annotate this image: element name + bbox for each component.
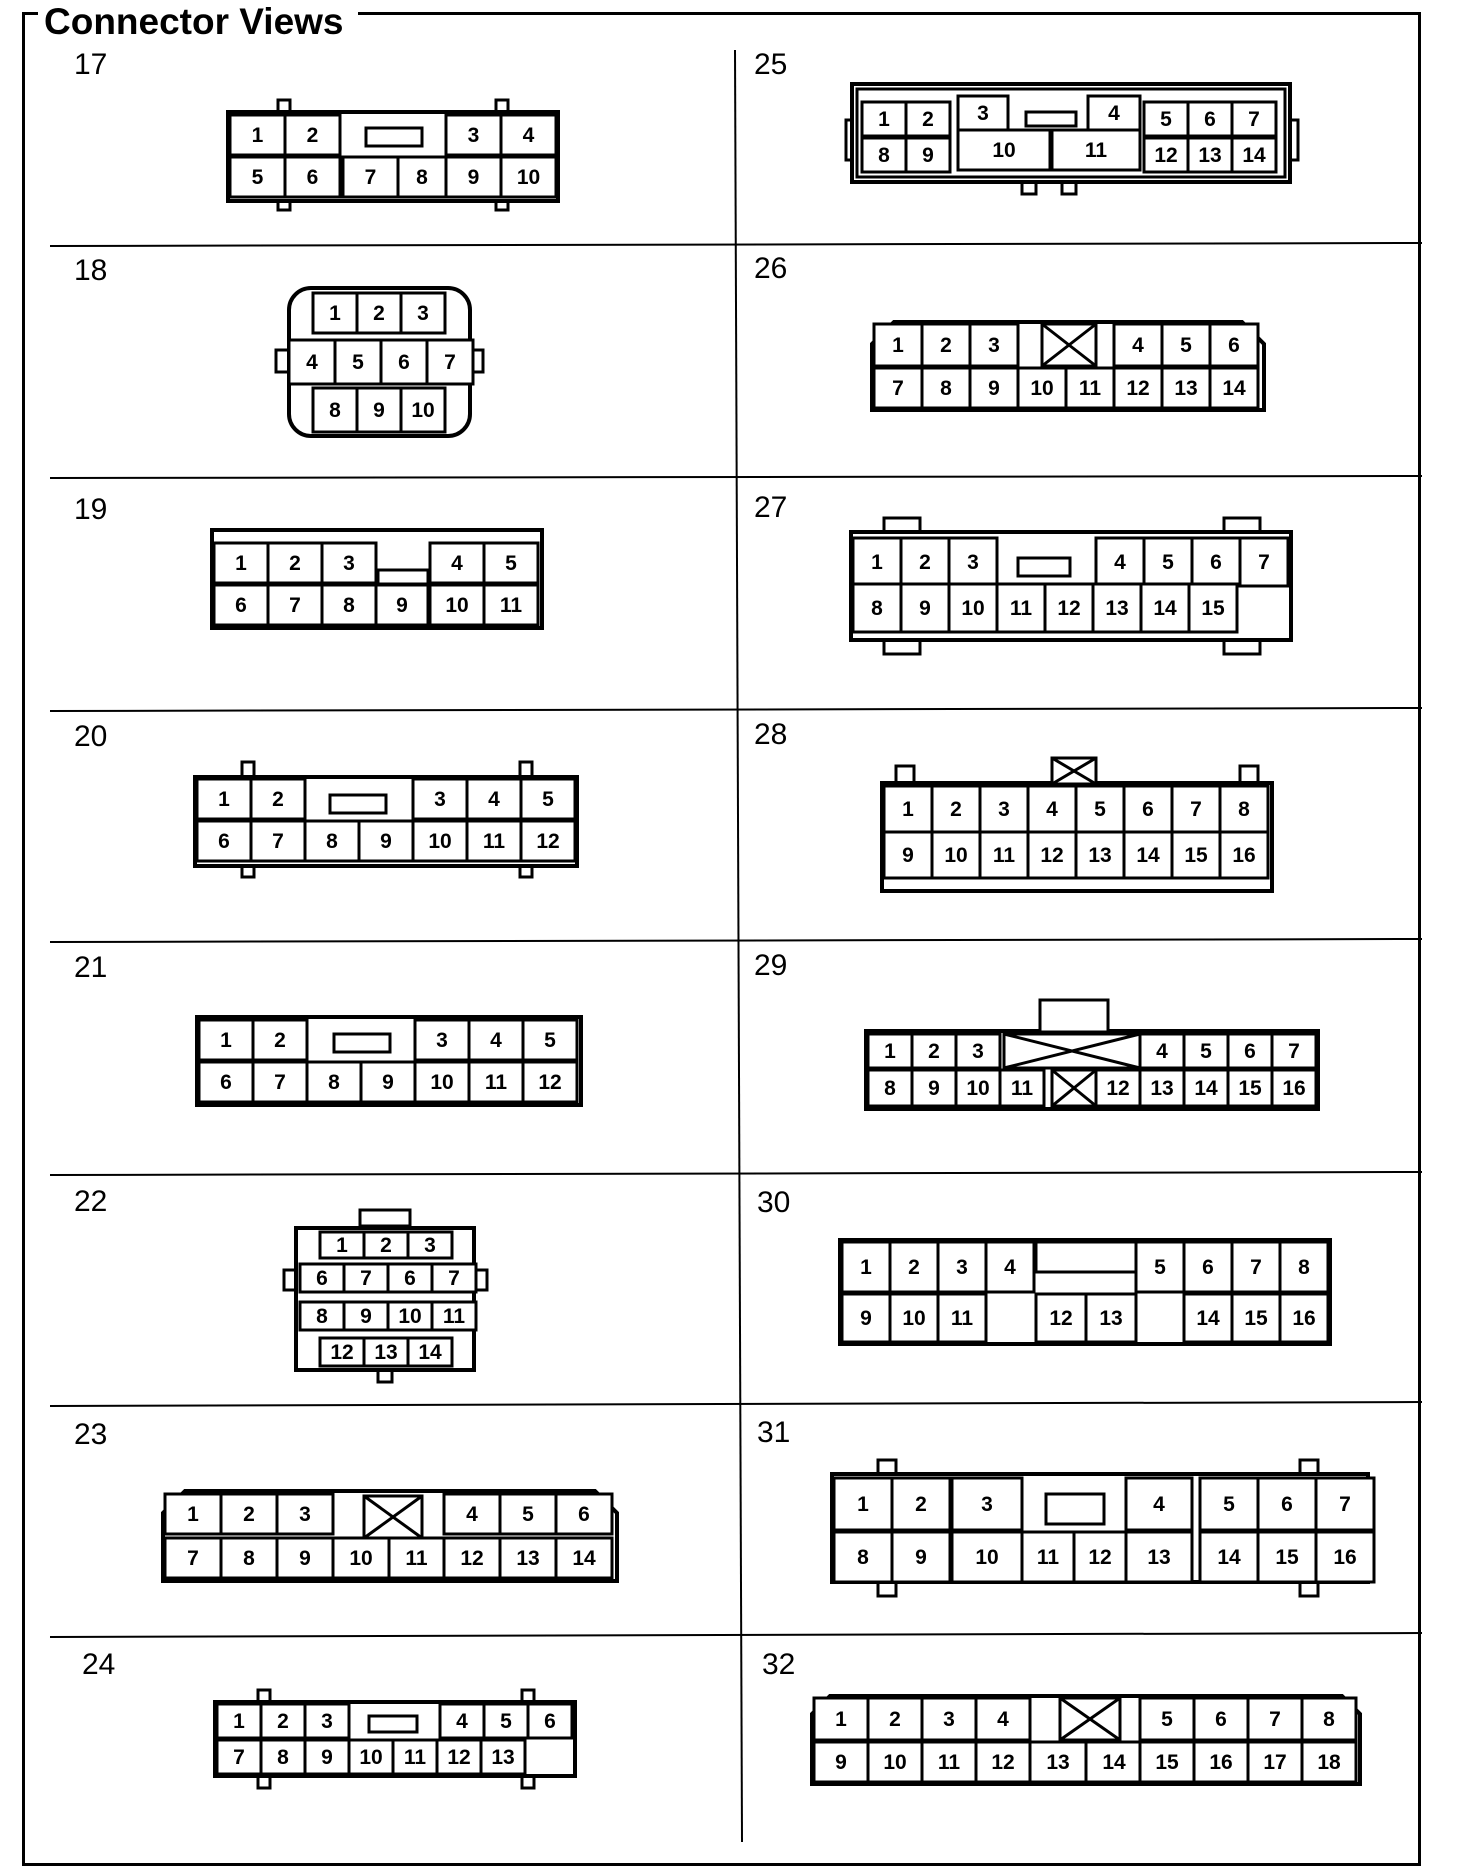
connector-number-26: 26 xyxy=(754,252,788,285)
pin-label: 1 xyxy=(878,108,890,131)
pin-label: 9 xyxy=(321,1746,333,1769)
pin-label: 7 xyxy=(444,351,456,374)
pin-label: 5 xyxy=(500,1710,512,1733)
lock-key xyxy=(330,795,386,813)
pin-label: 7 xyxy=(1250,1256,1262,1279)
pin-label: 12 xyxy=(447,1746,471,1769)
pin-label: 4 xyxy=(306,351,318,374)
pin-label: 10 xyxy=(992,139,1016,162)
pin-label: 1 xyxy=(902,798,914,821)
connector-number-23: 23 xyxy=(74,1418,108,1451)
pin-label: 2 xyxy=(272,788,284,811)
lock-key xyxy=(1026,112,1076,126)
lock-key xyxy=(1018,558,1070,576)
pin-label: 4 xyxy=(488,788,500,811)
pin-label: 4 xyxy=(997,1708,1009,1731)
pin-label: 5 xyxy=(251,166,264,189)
pin-label: 10 xyxy=(428,830,452,853)
pin-label: 13 xyxy=(1099,1307,1123,1330)
pin-label: 3 xyxy=(977,102,989,125)
pin-label: 13 xyxy=(516,1547,540,1570)
connector-number-25: 25 xyxy=(754,48,788,81)
pin-label: 13 xyxy=(1198,144,1222,167)
pin-label: 8 xyxy=(857,1546,869,1569)
page-title: Connector Views xyxy=(38,0,358,44)
pin-label: 1 xyxy=(835,1708,847,1731)
pin-label: 6 xyxy=(1228,334,1240,357)
pin-label: 1 xyxy=(892,334,904,357)
pin-label: 6 xyxy=(1142,798,1154,821)
pin-label: 5 xyxy=(1161,1708,1173,1731)
pin-label: 4 xyxy=(466,1503,478,1526)
connector-22 xyxy=(284,1210,487,1382)
pin-label: 10 xyxy=(961,597,985,620)
pin-label: 7 xyxy=(274,1071,286,1094)
pin-label: 10 xyxy=(359,1746,383,1769)
latch-tab xyxy=(878,1582,896,1596)
connector-21 xyxy=(197,1017,581,1105)
pin-label: 4 xyxy=(1114,551,1126,574)
pin-label: 9 xyxy=(915,1546,927,1569)
pin-label: 13 xyxy=(1088,844,1112,867)
connector-23 xyxy=(163,1491,617,1581)
pin-label: 6 xyxy=(1210,551,1222,574)
pin-label: 15 xyxy=(1184,844,1208,867)
pin-label: 2 xyxy=(940,334,952,357)
pin-label: 6 xyxy=(316,1267,328,1290)
pin-label: 12 xyxy=(1057,597,1081,620)
latch-tab xyxy=(1300,1582,1318,1596)
pin-label: 15 xyxy=(1201,597,1225,620)
pin-label: 8 xyxy=(871,597,883,620)
pin-label: 14 xyxy=(418,1341,442,1364)
pin-label: 2 xyxy=(373,302,385,325)
pin-label: 3 xyxy=(299,1503,311,1526)
pin-label: 8 xyxy=(277,1746,289,1769)
pin-label: 3 xyxy=(436,1029,448,1052)
pin-label: 16 xyxy=(1282,1077,1306,1100)
pin-label: 9 xyxy=(922,144,934,167)
pin-label: 7 xyxy=(1248,108,1260,131)
connector-number-20: 20 xyxy=(74,720,108,753)
pin-label: 10 xyxy=(430,1071,454,1094)
pin-label: 7 xyxy=(1269,1708,1281,1731)
pin-label: 7 xyxy=(187,1547,199,1570)
pin-label: 16 xyxy=(1292,1307,1316,1330)
pin-label: 12 xyxy=(330,1341,354,1364)
pin-label: 2 xyxy=(919,551,931,574)
pin-label: 9 xyxy=(919,597,931,620)
pin-label: 13 xyxy=(1147,1546,1171,1569)
pin-label: 3 xyxy=(321,1710,333,1733)
pin-label: 17 xyxy=(1263,1751,1287,1774)
pin-label: 9 xyxy=(835,1751,847,1774)
connector-25 xyxy=(846,84,1298,194)
pin-label: 15 xyxy=(1244,1307,1268,1330)
pin-label: 7 xyxy=(892,377,904,400)
connector-number-31: 31 xyxy=(757,1416,791,1449)
connector-26 xyxy=(872,322,1264,410)
pin-label: 11 xyxy=(1010,1077,1034,1100)
pin-label: 6 xyxy=(544,1710,556,1733)
pin-label: 11 xyxy=(499,594,523,617)
pin-label: 1 xyxy=(218,788,230,811)
pin-label: 4 xyxy=(1156,1040,1168,1063)
pin-label: 10 xyxy=(883,1751,907,1774)
pin-label: 6 xyxy=(220,1071,232,1094)
connector-number-29: 29 xyxy=(754,949,788,982)
pin-label: 11 xyxy=(442,1305,466,1328)
pin-label: 10 xyxy=(966,1077,990,1100)
pin-label: 9 xyxy=(396,594,408,617)
pin-label: 10 xyxy=(398,1305,422,1328)
pin-label: 11 xyxy=(1036,1546,1060,1569)
pin-label: 2 xyxy=(908,1256,920,1279)
pin-label: 9 xyxy=(860,1307,872,1330)
pin-label: 15 xyxy=(1155,1751,1179,1774)
pin-label: 8 xyxy=(243,1547,255,1570)
pin-label: 10 xyxy=(1030,377,1054,400)
pin-label: 5 xyxy=(522,1503,534,1526)
pin-label: 14 xyxy=(1102,1751,1126,1774)
pin-label: 13 xyxy=(491,1746,515,1769)
connector-19 xyxy=(212,530,542,628)
pin-label: 2 xyxy=(274,1029,286,1052)
pin-label: 14 xyxy=(1242,144,1266,167)
pin-label: 2 xyxy=(922,108,934,131)
pin-label: 3 xyxy=(967,551,979,574)
connector-number-18: 18 xyxy=(74,254,108,287)
pin-label: 11 xyxy=(405,1547,428,1570)
pin-label: 2 xyxy=(289,552,301,575)
pin-label: 1 xyxy=(220,1029,232,1052)
connector-17 xyxy=(228,100,558,210)
pin-label: 4 xyxy=(1108,102,1120,125)
pin-label: 3 xyxy=(434,788,446,811)
pin-label: 9 xyxy=(988,377,1000,400)
pin-label: 9 xyxy=(467,166,480,189)
pin-label: 12 xyxy=(991,1751,1015,1774)
pin-label: 4 xyxy=(451,552,463,575)
pin-label: 1 xyxy=(857,1493,869,1516)
pin-label: 7 xyxy=(1190,798,1202,821)
pin-label: 5 xyxy=(1094,798,1106,821)
connector-20 xyxy=(195,762,577,877)
pin-label: 18 xyxy=(1317,1751,1341,1774)
pin-label: 12 xyxy=(1049,1307,1073,1330)
pin-label: 12 xyxy=(1154,144,1178,167)
pin-label: 16 xyxy=(1333,1546,1357,1569)
connector-number-17: 17 xyxy=(74,48,108,81)
pin-label: 6 xyxy=(1204,108,1216,131)
pin-label: 2 xyxy=(950,798,962,821)
pin-label: 6 xyxy=(1244,1040,1256,1063)
pin-label: 2 xyxy=(928,1040,940,1063)
pin-label: 3 xyxy=(998,798,1010,821)
pin-label: 3 xyxy=(943,1708,955,1731)
pin-label: 8 xyxy=(343,594,355,617)
pin-label: 3 xyxy=(988,334,1000,357)
pin-label: 5 xyxy=(1160,108,1172,131)
pin-label: 13 xyxy=(374,1341,398,1364)
pin-label: 2 xyxy=(889,1708,901,1731)
pin-label: 8 xyxy=(1238,798,1250,821)
pin-label: 13 xyxy=(1150,1077,1174,1100)
pin-label: 5 xyxy=(505,552,517,575)
pin-label: 7 xyxy=(1288,1040,1300,1063)
pin-label: 13 xyxy=(1046,1751,1070,1774)
pin-label: 10 xyxy=(516,166,541,189)
pin-label: 7 xyxy=(1339,1493,1351,1516)
pin-label: 9 xyxy=(382,1071,394,1094)
pin-label: 1 xyxy=(187,1503,199,1526)
pin-label: 3 xyxy=(417,302,429,325)
pin-label: 7 xyxy=(364,166,377,189)
connector-number-22: 22 xyxy=(74,1185,108,1218)
pin-label: 6 xyxy=(578,1503,590,1526)
pin-label: 1 xyxy=(871,551,883,574)
pin-label: 4 xyxy=(522,124,535,147)
pin-label: 16 xyxy=(1232,844,1256,867)
pin-label: 14 xyxy=(1194,1077,1218,1100)
pin-label: 6 xyxy=(1281,1493,1293,1516)
pin-label: 10 xyxy=(902,1307,926,1330)
pin-label: 6 xyxy=(1215,1708,1227,1731)
lock-key xyxy=(378,570,428,584)
connector-number-27: 27 xyxy=(754,491,788,524)
pin-label: 9 xyxy=(373,399,385,422)
pin-label: 8 xyxy=(1323,1708,1335,1731)
pin-label: 11 xyxy=(1078,377,1102,400)
lock-key xyxy=(1040,1000,1108,1032)
pin-label: 10 xyxy=(944,844,968,867)
pin-label: 10 xyxy=(445,594,469,617)
lock-key xyxy=(360,1210,410,1226)
pin-label: 4 xyxy=(490,1029,502,1052)
pin-label: 11 xyxy=(937,1751,961,1774)
connector-number-32: 32 xyxy=(762,1648,796,1681)
pin-label: 8 xyxy=(316,1305,328,1328)
latch-tab xyxy=(884,640,920,654)
pin-label: 6 xyxy=(398,351,410,374)
pin-label: 8 xyxy=(326,830,338,853)
lock-key xyxy=(334,1034,390,1052)
pin-label: 3 xyxy=(972,1040,984,1063)
connector-28 xyxy=(882,758,1272,891)
pin-label: 10 xyxy=(349,1547,373,1570)
connector-31 xyxy=(832,1460,1374,1596)
pin-label: 5 xyxy=(1162,551,1174,574)
pin-label: 10 xyxy=(975,1546,999,1569)
pin-label: 1 xyxy=(336,1234,348,1257)
pin-label: 5 xyxy=(1180,334,1192,357)
pin-label: 3 xyxy=(424,1234,436,1257)
connector-27 xyxy=(851,518,1291,654)
pin-label: 11 xyxy=(992,844,1016,867)
pin-label: 11 xyxy=(484,1071,508,1094)
pin-label: 1 xyxy=(860,1256,872,1279)
pin-label: 1 xyxy=(233,1710,245,1733)
pin-label: 14 xyxy=(1222,377,1246,400)
pin-label: 8 xyxy=(329,399,341,422)
lock-key xyxy=(366,128,422,146)
pin-label: 14 xyxy=(1136,844,1160,867)
pin-label: 15 xyxy=(1238,1077,1262,1100)
pin-label: 6 xyxy=(1202,1256,1214,1279)
pin-label: 9 xyxy=(299,1547,311,1570)
connector-24 xyxy=(215,1690,575,1788)
pin-label: 7 xyxy=(289,594,301,617)
pin-label: 7 xyxy=(233,1746,245,1769)
pin-label: 5 xyxy=(352,351,364,374)
connector-number-28: 28 xyxy=(754,718,788,751)
pin-label: 13 xyxy=(1174,377,1198,400)
latch-tab xyxy=(1224,640,1260,654)
pin-label: 2 xyxy=(915,1493,927,1516)
pin-label: 8 xyxy=(878,144,890,167)
pin-label: 11 xyxy=(1009,597,1033,620)
pin-label: 7 xyxy=(448,1267,460,1290)
connector-number-19: 19 xyxy=(74,493,108,526)
pin-label: 5 xyxy=(1154,1256,1166,1279)
pin-label: 1 xyxy=(884,1040,896,1063)
pin-label: 11 xyxy=(950,1307,974,1330)
connector-number-30: 30 xyxy=(757,1186,791,1219)
lock-key xyxy=(369,1716,417,1732)
pin-label: 14 xyxy=(1153,597,1177,620)
pin-label: 4 xyxy=(1132,334,1144,357)
pin-label: 7 xyxy=(272,830,284,853)
pin-label: 2 xyxy=(243,1503,255,1526)
connector-29 xyxy=(866,1000,1318,1109)
pin-label: 4 xyxy=(1046,798,1058,821)
pin-label: 4 xyxy=(1153,1493,1165,1516)
pin-label: 9 xyxy=(380,830,392,853)
pin-label: 8 xyxy=(884,1077,896,1100)
pin-label: 6 xyxy=(404,1267,416,1290)
pin-label: 2 xyxy=(380,1234,392,1257)
pin-label: 4 xyxy=(456,1710,468,1733)
pin-label: 9 xyxy=(928,1077,940,1100)
pin-label: 11 xyxy=(403,1746,427,1769)
pin-label: 6 xyxy=(235,594,247,617)
pin-label: 12 xyxy=(536,830,560,853)
pin-label: 5 xyxy=(1200,1040,1212,1063)
pin-label: 6 xyxy=(306,166,319,189)
pin-label: 11 xyxy=(1084,139,1108,162)
pin-label: 2 xyxy=(277,1710,289,1733)
connector-number-24: 24 xyxy=(82,1648,116,1681)
pin-label: 3 xyxy=(956,1256,968,1279)
pin-label: 5 xyxy=(542,788,554,811)
pin-label: 12 xyxy=(538,1071,562,1094)
lock-key xyxy=(1046,1494,1104,1524)
pin-label: 12 xyxy=(1126,377,1150,400)
pin-label: 9 xyxy=(902,844,914,867)
pin-label: 9 xyxy=(360,1305,372,1328)
connector-30 xyxy=(840,1240,1330,1344)
pin-label: 1 xyxy=(251,124,264,147)
pin-label: 15 xyxy=(1275,1546,1299,1569)
pin-label: 5 xyxy=(544,1029,556,1052)
pin-label: 3 xyxy=(343,552,355,575)
pin-label: 1 xyxy=(235,552,247,575)
pin-label: 8 xyxy=(1298,1256,1310,1279)
pin-label: 12 xyxy=(1106,1077,1130,1100)
pin-label: 7 xyxy=(360,1267,372,1290)
connector-number-21: 21 xyxy=(74,951,108,984)
connector-18 xyxy=(276,288,483,436)
pin-label: 8 xyxy=(416,166,428,189)
connector-32 xyxy=(812,1696,1360,1784)
pin-label: 11 xyxy=(482,830,506,853)
pin-label: 14 xyxy=(1196,1307,1220,1330)
pin-label: 14 xyxy=(1217,1546,1241,1569)
pin-label: 4 xyxy=(1004,1256,1016,1279)
pin-label: 13 xyxy=(1105,597,1129,620)
pin-label: 7 xyxy=(1258,551,1270,574)
pin-label: 3 xyxy=(467,124,480,147)
pin-label: 12 xyxy=(1088,1546,1112,1569)
pin-label: 1 xyxy=(329,302,341,325)
pin-label: 14 xyxy=(572,1547,596,1570)
pin-label: 3 xyxy=(981,1493,993,1516)
pin-label: 8 xyxy=(328,1071,340,1094)
pin-label: 2 xyxy=(306,124,319,147)
pin-label: 5 xyxy=(1223,1493,1235,1516)
pin-label: 8 xyxy=(940,377,952,400)
pin-label: 12 xyxy=(1040,844,1064,867)
pin-label: 6 xyxy=(218,830,230,853)
pin-label: 12 xyxy=(460,1547,484,1570)
pin-label: 16 xyxy=(1209,1751,1233,1774)
housing-notch xyxy=(1036,1242,1136,1272)
pin-label: 10 xyxy=(411,399,435,422)
